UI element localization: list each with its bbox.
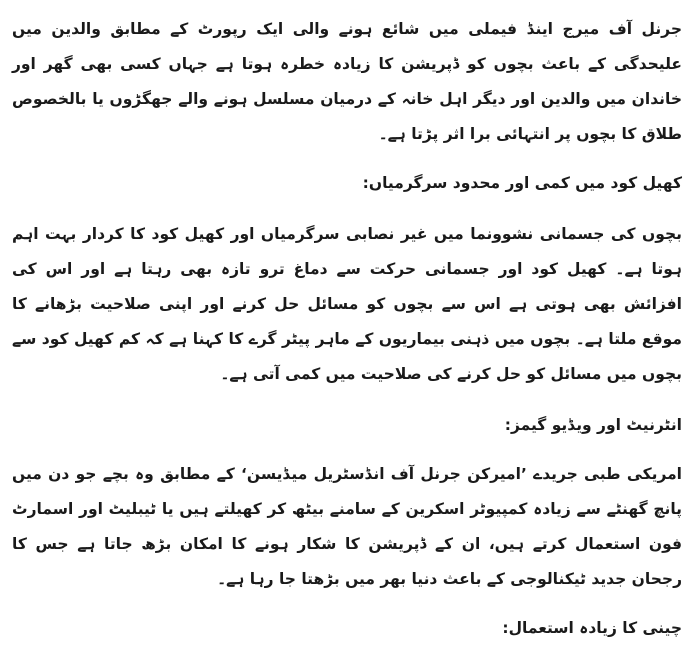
paragraph-parental-separation: جرنل آف میرج اینڈ فیملی میں شائع ہونے والی ایک رپورٹ کے مطابق والدین میں علیحدگی کے باعث بچوں کو ڈپریشن کا زیادہ خطرہ ہوتا ہے جہاں کسی بھی گھر اور خاندان میں والدین اور دیگر اہل خانہ کے درمیان مسلسل ہونے والے جھگڑوں یا بالخصوص طلاق کا بچوں پر انتہائی برا اثر پڑتا ہے۔ — [12, 20, 682, 143]
spacer — [12, 152, 682, 166]
heading-internet-video-games: انٹرنیٹ اور ویڈیو گیمز: — [504, 416, 682, 434]
paragraph-physical-activity: بچوں کی جسمانی نشوونما میں غیر نصابی سرگرمیاں اور کھیل کود کا کردار بہت اہم ہوتا ہے۔ کھیل کود اور جسمانی حرکت سے دماغ ترو تازہ بھی رہتا ہے اور اس کی افزائش بھی ہوتی ہے اس سے بچوں کو مسائل حل کرنے اور اپنی صلاحیت بڑھانے کا موقع ملتا ہے۔ بچوں میں ذہنی بیماریوں کے ماہر پیٹر گرے کا کہنا ہے کہ کم کھیل کود سے بچوں میں مسائل کو حل کرنے کی صلاحیت میں کمی آتی ہے۔ — [12, 225, 682, 383]
spacer — [12, 392, 682, 408]
spacer — [12, 443, 682, 457]
spacer — [12, 201, 682, 217]
heading-reduced-play: کھیل کود میں کمی اور محدود سرگرمیاں: — [362, 174, 682, 192]
paragraph-screen-time: امریکی طبی جریدے ’امیرکن جرنل آف انڈسٹریل میڈیسن‘ کے مطابق وہ بچے جو دن میں پانچ گھنٹے سے زیادہ کمپیوٹر اسکرین کے سامنے بیٹھ کر کھیلتے ہیں یا ٹیبلیٹ اور اسمارٹ فون استعمال کرتے ہیں، ان کے ڈپریشن کا شکار ہونے کا امکان بڑھ جاتا ہے جس کا رجحان جدید ٹیکنالوجی کے باعث دنیا بھر میں بڑھتا جا رہا ہے۔ — [12, 465, 682, 588]
heading-sugar-consumption: چینی کا زیادہ استعمال: — [502, 619, 682, 637]
spacer — [12, 597, 682, 611]
